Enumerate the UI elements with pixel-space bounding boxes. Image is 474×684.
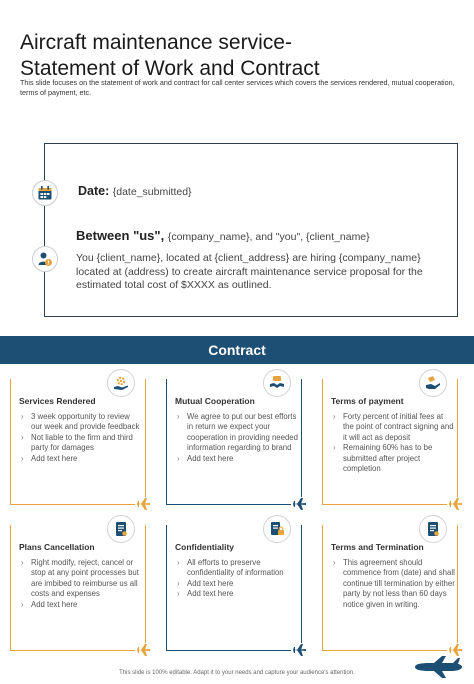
title-line-2: Statement of Work and Contract xyxy=(20,57,320,81)
between-line xyxy=(76,228,370,243)
card-title: Terms of payment xyxy=(331,396,404,406)
card-list-item: › We agree to put our best efforts in return we expect your cooperation in providing needed information regarding to brand xyxy=(175,412,299,454)
card-title: Terms and Termination xyxy=(331,542,424,552)
plane-icon xyxy=(291,497,307,511)
handshake-icon xyxy=(263,369,291,397)
title-line-1: Aircraft maintenance service- xyxy=(20,31,292,55)
date-line xyxy=(78,184,192,198)
document-icon xyxy=(107,515,135,543)
contract-heading: Contract xyxy=(0,336,474,364)
card-title: Plans Cancellation xyxy=(19,542,95,552)
client-paragraph: You {client_name}, located at {client_address} are hiring {company_name} located at (address) to create aircraft maintenance service proposal for the estimated total cost of $XXXX as outlined. xyxy=(76,252,423,291)
card-list xyxy=(331,558,455,610)
date-label: Date: xyxy=(78,184,110,198)
between-parties: {company_name}, and "you", {client_name} xyxy=(167,231,370,243)
plane-icon xyxy=(291,643,307,657)
contract-card xyxy=(322,379,458,505)
document-icon xyxy=(419,515,447,543)
calendar-icon xyxy=(32,180,58,206)
plane-icon xyxy=(447,643,463,657)
card-list-item: › Remaining 60% has to be submitted after project completion xyxy=(331,443,455,474)
card-list xyxy=(19,412,143,464)
card-list xyxy=(175,412,299,464)
card-list xyxy=(175,558,299,600)
person-alert-icon xyxy=(32,246,58,272)
card-title: Mutual Cooperation xyxy=(175,396,255,406)
card-title: Services Rendered xyxy=(19,396,96,406)
card-list-item: › This agreement should commence from (date) and shall continue till termination by either party by not less than 60 days notice given in writing. xyxy=(331,558,455,610)
payment-hand-icon xyxy=(419,369,447,397)
airplane-icon xyxy=(412,656,464,683)
card-list-item: › All efforts to preserve confidentiality of information xyxy=(175,558,299,579)
contract-card xyxy=(166,525,302,651)
plane-icon xyxy=(135,497,151,511)
card-list-item: › Forty percent of initial fees at the point of contract signing and it will act as deposit xyxy=(331,412,455,443)
card-list-item: › Add text here xyxy=(19,454,143,464)
lock-document-icon xyxy=(263,515,291,543)
card-list-item: › Add text here xyxy=(19,600,143,610)
card-list-item: › Add text here xyxy=(175,454,299,464)
card-list-item: › Add text here xyxy=(175,589,299,599)
contract-card xyxy=(166,379,302,505)
contract-card xyxy=(10,525,146,651)
card-list-item: › Add text here xyxy=(175,579,299,589)
date-value: {date_submitted} xyxy=(112,186,192,198)
contract-card xyxy=(322,525,458,651)
gear-hand-icon xyxy=(107,369,135,397)
card-title: Confidentiality xyxy=(175,542,235,552)
card-list-item: › Right modify, reject, cancel or stop at any point processes but are imbibed to reimburse us all costs and expenses xyxy=(19,558,143,600)
plane-icon xyxy=(135,643,151,657)
between-label: Between "us", xyxy=(76,228,165,243)
page-title xyxy=(20,30,460,82)
subtitle: This slide focuses on the statement of work and contract for call center services which covers the services rendered, mutual cooperation, terms of payment, etc. xyxy=(20,78,455,97)
plane-icon xyxy=(447,497,463,511)
card-list-item: › 3 week opportunity to review our week and provide feedback xyxy=(19,412,143,433)
footer-note: This slide is 100% editable. Adapt it to your needs and capture your audience's attention. xyxy=(119,670,355,676)
card-list xyxy=(19,558,143,610)
contract-card xyxy=(10,379,146,505)
card-list xyxy=(331,412,455,474)
card-list-item: › Not liable to the firm and third party for damages xyxy=(19,433,143,454)
